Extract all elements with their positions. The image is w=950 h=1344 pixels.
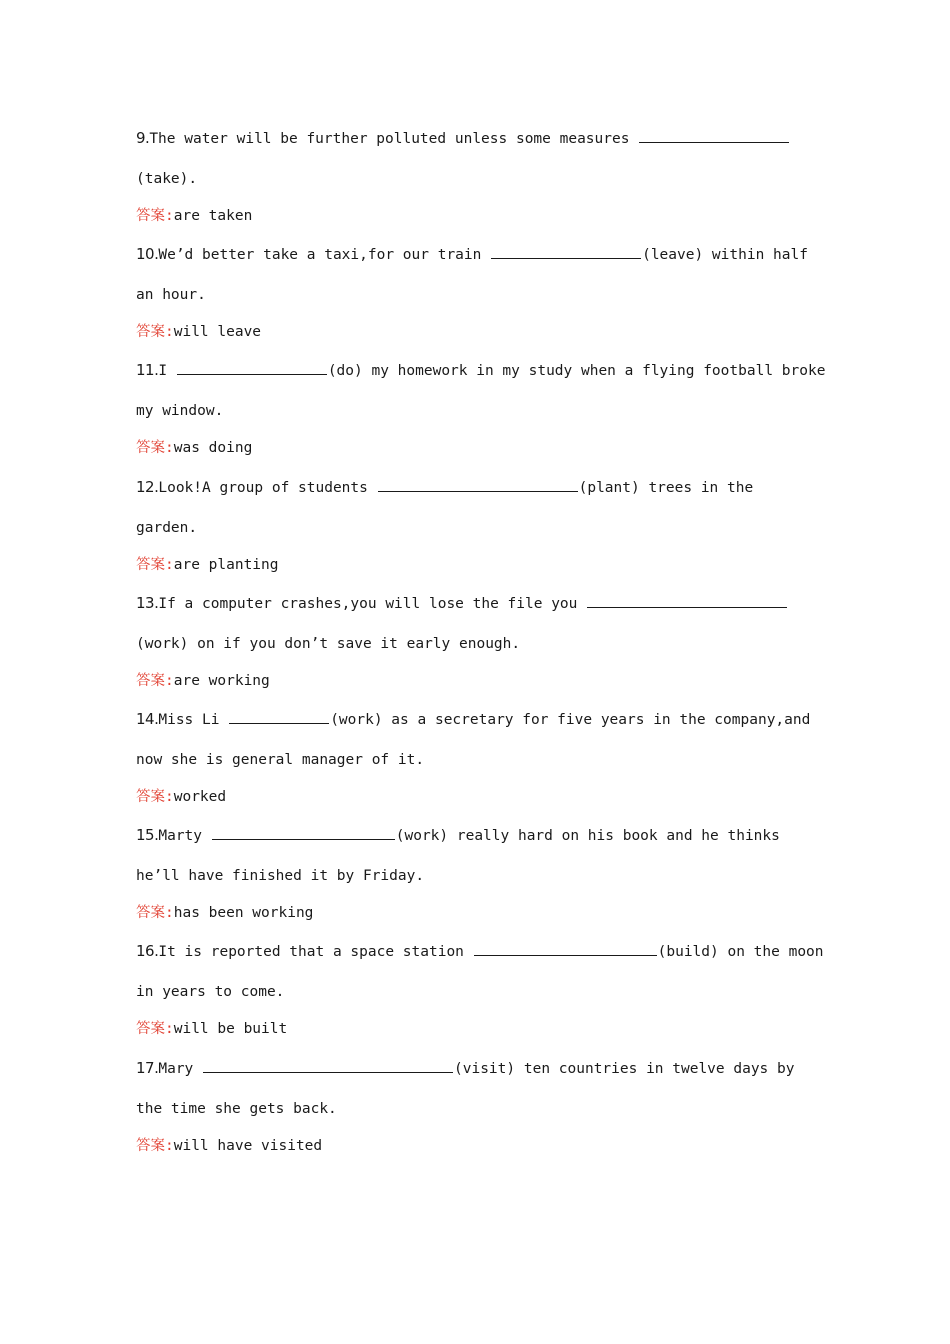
question-line — [136, 244, 808, 265]
question-text-after: (do) my homework in my study when a flying football broke — [327, 363, 826, 379]
question-line — [136, 941, 824, 962]
answer-label: 答案 — [136, 905, 165, 921]
answer-line — [136, 438, 252, 458]
question-number: 14. — [136, 710, 159, 728]
answer-text: are planting — [173, 557, 279, 573]
question-text-after: (leave) within half — [642, 247, 808, 263]
answer-blank — [474, 941, 657, 956]
answer-text: are taken — [173, 208, 253, 224]
answer-text: are working — [173, 673, 270, 689]
answer-blank — [229, 709, 329, 724]
answer-blank — [212, 825, 395, 840]
answer-blank — [378, 477, 578, 492]
question-line — [136, 360, 825, 381]
answer-label: 答案 — [136, 324, 165, 340]
question-line — [136, 1058, 794, 1079]
question-continuation: now she is general manager of it. — [136, 752, 425, 768]
question-number: 13. — [136, 594, 159, 612]
answer-label: 答案 — [136, 673, 165, 689]
question-continuation: the time she gets back. — [136, 1101, 337, 1117]
question-number: 16. — [136, 942, 159, 960]
question-text: I — [158, 363, 176, 379]
question-text-after: (work) really hard on his book and he thinks — [395, 828, 780, 844]
answer-colon: : — [165, 324, 174, 340]
question-number: 17. — [136, 1059, 159, 1077]
answer-text: will be built — [173, 1021, 288, 1037]
answer-text: worked — [173, 789, 227, 805]
answer-line — [136, 322, 261, 342]
question-text: If a computer crashes,you will lose the file you — [158, 596, 587, 612]
answer-text: will have visited — [173, 1138, 323, 1154]
question-text-after: (build) on the moon — [657, 944, 824, 960]
question-number: 12. — [136, 478, 159, 496]
question-text-after: (visit) ten countries in twelve days by — [454, 1061, 795, 1077]
answer-blank — [203, 1058, 453, 1073]
answer-line — [136, 1136, 322, 1156]
answer-colon: : — [165, 1021, 174, 1037]
question-line — [136, 825, 780, 846]
question-continuation: he’ll have finished it by Friday. — [136, 868, 425, 884]
question-text: We’d better take a taxi,for our train — [158, 247, 491, 263]
question-continuation: garden. — [136, 520, 198, 536]
question-text-after: (work) as a secretary for five years in the company,and — [330, 712, 811, 728]
question-number: 11. — [136, 361, 159, 379]
answer-colon: : — [165, 208, 174, 224]
answer-line — [136, 555, 279, 575]
answer-label: 答案 — [136, 208, 165, 224]
answer-text: has been working — [173, 905, 314, 921]
question-line — [136, 709, 810, 730]
question-continuation: an hour. — [136, 287, 206, 303]
answer-text: was doing — [173, 440, 253, 456]
question-text: The water will be further polluted unless some measures — [149, 131, 639, 147]
answer-blank — [639, 128, 789, 143]
answer-label: 答案 — [136, 440, 165, 456]
answer-blank — [491, 244, 641, 259]
answer-line — [136, 206, 252, 226]
question-number: 15. — [136, 826, 159, 844]
question-continuation: (take). — [136, 171, 198, 187]
answer-line — [136, 903, 313, 923]
question-text: Miss Li — [158, 712, 229, 728]
question-continuation: in years to come. — [136, 984, 285, 1000]
answer-blank — [587, 593, 787, 608]
answer-colon: : — [165, 789, 174, 805]
answer-blank — [177, 360, 327, 375]
answer-colon: : — [165, 905, 174, 921]
question-text: Mary — [158, 1061, 203, 1077]
answer-colon: : — [165, 1138, 174, 1154]
question-number: 9. — [136, 129, 150, 147]
answer-colon: : — [165, 673, 174, 689]
question-line — [136, 593, 788, 614]
answer-label: 答案 — [136, 789, 165, 805]
answer-line — [136, 1019, 287, 1039]
answer-text: will leave — [173, 324, 262, 340]
answer-label: 答案 — [136, 557, 165, 573]
answer-colon: : — [165, 557, 174, 573]
question-text-after: (plant) trees in the — [578, 480, 754, 496]
answer-label: 答案 — [136, 1138, 165, 1154]
question-text: It is reported that a space station — [158, 944, 473, 960]
question-line — [136, 477, 753, 498]
question-continuation: my window. — [136, 403, 224, 419]
question-number: 10. — [136, 245, 159, 263]
answer-line — [136, 787, 226, 807]
answer-colon: : — [165, 440, 174, 456]
answer-line — [136, 671, 270, 691]
question-text: Look!A group of students — [158, 480, 377, 496]
question-text: Marty — [158, 828, 211, 844]
question-line — [136, 128, 790, 149]
answer-label: 答案 — [136, 1021, 165, 1037]
question-continuation: (work) on if you don’t save it early enough. — [136, 636, 521, 652]
